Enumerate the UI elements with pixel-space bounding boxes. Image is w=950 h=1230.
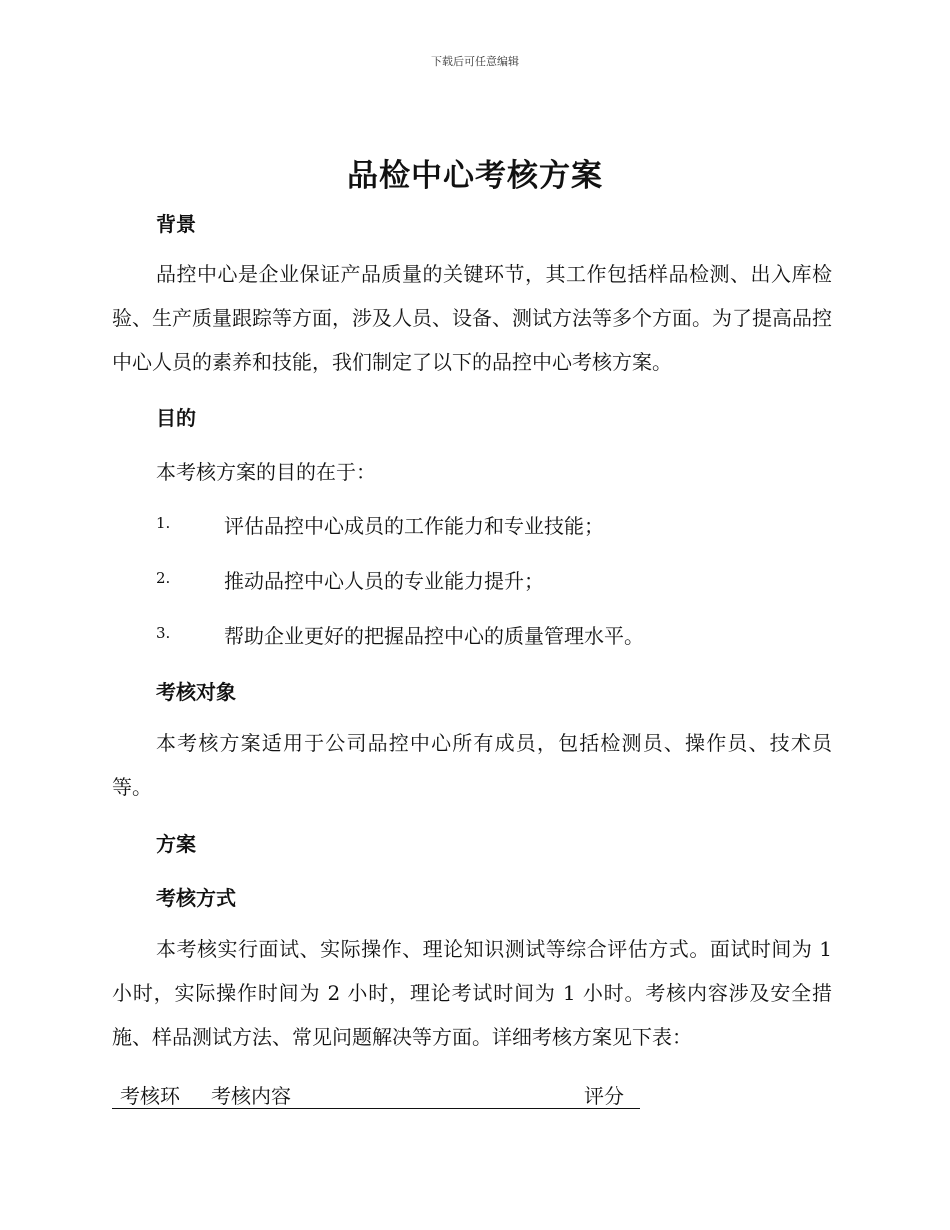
list-item-text: 推动品控中心人员的专业能力提升；	[224, 569, 544, 593]
page-header-note: 下载后可任意编辑	[431, 55, 519, 68]
list-item-number: 3.	[156, 624, 171, 642]
paragraph-background: 品控中心是企业保证产品质量的关键环节，其工作包括样品检测、出入库检验、生产质量跟踪等方面，涉及人员、设备、测试方法等多个方面。为了提高品控中心人员的素养和技能，我们制定了以下的品控中心考核方案。	[112, 262, 832, 374]
heading-background: 背景	[156, 212, 196, 236]
paragraph-target: 本考核方案适用于公司品控中心所有成员，包括检测员、操作员、技术员等。	[112, 731, 832, 799]
document-title: 品检中心考核方案	[347, 158, 603, 194]
paragraph-method: 本考核实行面试、实际操作、理论知识测试等综合评估方式。面试时间为 1 小时，实际操作时间为 2 小时，理论考试时间为 1 小时。考核内容涉及安全措施、样品测试方法、常见问题解决等方面。详细考核方案见下表：	[112, 937, 832, 1049]
table-header-content: 考核内容	[211, 1084, 291, 1108]
list-item-text: 帮助企业更好的把握品控中心的质量管理水平。	[224, 624, 644, 648]
table-header-row	[112, 1076, 640, 1109]
heading-target: 考核对象	[156, 680, 236, 704]
table-header-stage: 考核环	[120, 1084, 180, 1108]
heading-method: 考核方式	[156, 886, 236, 910]
list-item-number: 2.	[156, 569, 171, 587]
list-item-number: 1.	[156, 514, 171, 532]
heading-purpose: 目的	[156, 406, 196, 430]
list-item-text: 评估品控中心成员的工作能力和专业技能；	[224, 514, 604, 538]
purpose-intro: 本考核方案的目的在于：	[156, 460, 376, 484]
heading-plan: 方案	[156, 832, 196, 856]
table-header-score: 评分	[584, 1084, 624, 1108]
